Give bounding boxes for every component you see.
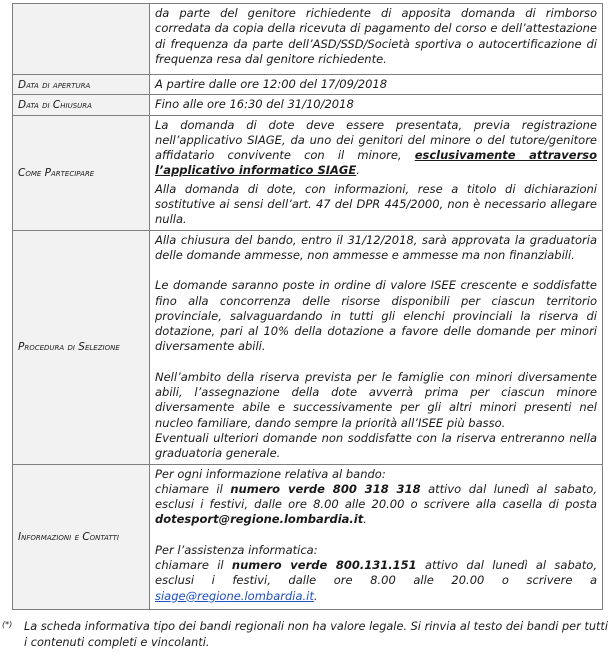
procedura-label bbox=[13, 230, 150, 464]
call1-number[interactable]: numero verde 800 318 318 bbox=[230, 481, 421, 496]
call2-number[interactable]: numero verde 800.131.151 bbox=[231, 558, 417, 573]
procedura-cell bbox=[150, 230, 603, 464]
contatti-cell bbox=[150, 464, 603, 609]
footnote-mark: (*) bbox=[2, 620, 13, 629]
procedura-paragraph-3: Nell’ambito della riserva prevista per le famiglie con minori diversamente abili, l’assegnazione della dote avverrà prima per ciascun minore diversamente abile e successivamente per gli altri minori presenti nel nucleo familiare, dando sempre la priorità all’ISEE più basso. bbox=[155, 369, 597, 430]
call2-mid: attivo dal lunedì al sabato, esclusi i festivi, dalle ore 8.00 alle 20.00 o scrivere a bbox=[155, 558, 597, 588]
call1-post: . bbox=[363, 512, 367, 527]
procedura-paragraph-4: Eventuali ulteriori domande non soddisfatte con la riserva entreranno nella graduatoria generale. bbox=[155, 430, 597, 461]
call2-post: . bbox=[313, 588, 318, 603]
contatti-call-2 bbox=[155, 558, 597, 604]
partecipare-label bbox=[13, 115, 150, 230]
table-row bbox=[13, 464, 603, 609]
contatti-assist: Per l’assistenza informatica: bbox=[155, 542, 318, 557]
partecipare-cell bbox=[150, 115, 603, 230]
procedura-paragraph-1: Alla chiusura del bando, entro il 31/12/2018, sarà approvata la graduatoria delle domande ammesse, non ammesse e ammesse ma non finanziabili. bbox=[155, 232, 597, 262]
call2-email-link[interactable]: siage@regione.lombardia.it bbox=[155, 588, 314, 603]
partecipare-p1-post: . bbox=[356, 163, 360, 178]
beneficiari-text: da parte del genitore richiedente di apposita domanda di rimborso corredata da copia della ricevuta di pagamento del corso e dell’attestazione di frequenza da parte dell’ASD/SSD/Società sportiva o autocertificazione di frequenza resa dal genitore richiedente. bbox=[155, 6, 597, 66]
partecipare-label-text: Come Partecipare bbox=[18, 166, 95, 179]
table-row bbox=[13, 4, 603, 75]
call1-pre: chiamare il bbox=[155, 481, 231, 496]
procedura-paragraph-2: Le domande saranno poste in ordine di valore ISEE crescente e soddisfatte fino alla concorrenza delle risorse disponibili per ciascun territorio provinciale, salvaguardando in tutti gli elenchi provinciali la riserva di dotazione, pari al 10% della dotazione a favore delle domande per minori diversamente abili. bbox=[155, 278, 597, 354]
chiusura-value: Fino alle ore 16:30 del 31/10/2018 bbox=[150, 95, 603, 115]
bando-info-table bbox=[12, 3, 603, 610]
apertura-value: A partire dalle ore 12:00 del 17/09/2018 bbox=[150, 75, 603, 95]
call1-email[interactable]: dotesport@regione.lombardia.it bbox=[155, 512, 364, 527]
call1-mid: attivo dal lunedì al sabato, esclusi i festivi, dalle ore 8.00 alle 20.00 o scrivere alla casella di posta bbox=[155, 481, 598, 512]
beneficiari-cell bbox=[150, 4, 603, 75]
chiusura-label-text: Data di Chiusura bbox=[18, 98, 92, 111]
partecipare-p1-pre: La domanda di dote deve essere presentata, previa registrazione nell’applicativo SIAGE, da uno dei genitori del minore o del tutore/genitore affidatario convivente con il minore, bbox=[155, 117, 597, 163]
call2-pre: chiamare il bbox=[155, 558, 232, 573]
partecipare-p1-emphasis: esclusivamente attraverso l’applicativo informatico SIAGE bbox=[155, 148, 597, 178]
contatti-label bbox=[13, 464, 150, 609]
apertura-label-text: Data di apertura bbox=[18, 78, 91, 91]
table-row bbox=[13, 75, 603, 95]
procedura-label-text: Procedura di Selezione bbox=[18, 341, 120, 354]
table-row bbox=[13, 115, 603, 230]
apertura-label bbox=[13, 75, 150, 95]
table-row bbox=[13, 230, 603, 464]
chiusura-label bbox=[13, 95, 150, 115]
contatti-label-text: Informazioni e Contatti bbox=[18, 530, 119, 543]
contatti-intro: Per ogni informazione relativa al bando: bbox=[155, 466, 386, 481]
contatti-call-1 bbox=[155, 482, 597, 528]
footnote-text: La scheda informativa tipo dei bandi regionali non ha valore legale. Si rinvia al testo dei bandi per tutti i contenuti completi e vincolanti. bbox=[24, 620, 608, 649]
row-label-empty bbox=[13, 4, 150, 75]
partecipare-paragraph-1 bbox=[155, 118, 597, 179]
table-row bbox=[13, 95, 603, 115]
footnote bbox=[2, 619, 608, 649]
partecipare-paragraph-2: Alla domanda di dote, con informazioni, rese a titolo di dichiarazioni sostitutive ai sensi dell’art. 47 del DPR 445/2000, non è necessario allegare nulla. bbox=[155, 181, 597, 227]
